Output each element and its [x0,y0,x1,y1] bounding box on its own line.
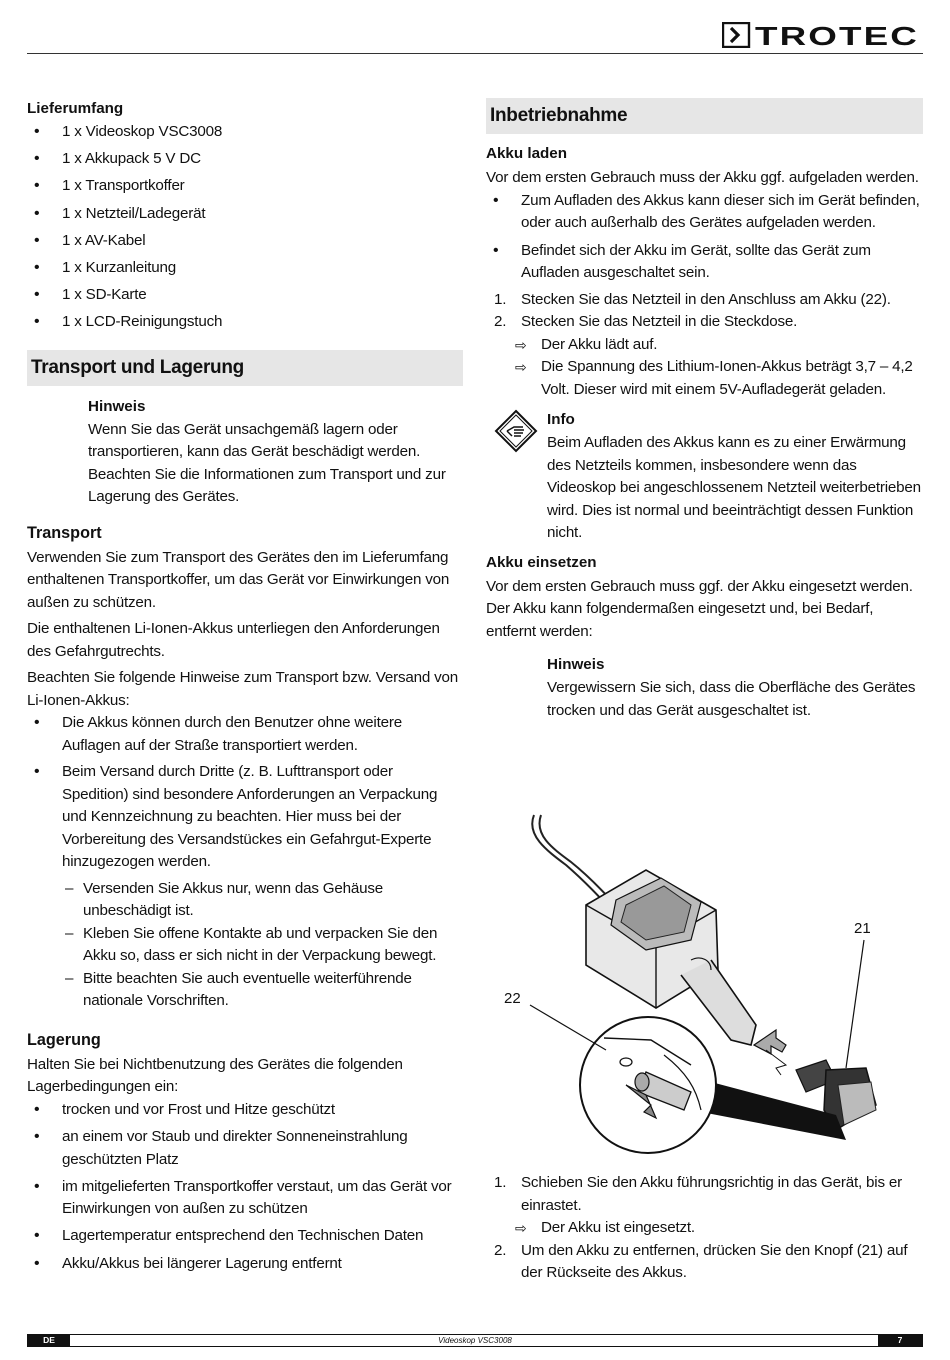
list-item: • an einem vor Staub und direkter Sonneneinstrahlung geschützten Platz [27,1126,463,1171]
info-title: Info [547,411,575,428]
info-box [486,409,923,545]
step-number: 2. [494,1241,507,1259]
dash-mark: – [65,969,74,987]
paragraph: Die enthaltenen Li-Ionen-Akkus unterliegen den Anforderungen des Gefahrgutrechts. [27,620,440,660]
list-item: • 1 x Videoskop VSC3008 [27,121,463,144]
section-commissioning: Inbetriebnahme [486,98,923,134]
result-item [486,334,923,357]
list-item: • 1 x Transportkoffer [27,175,463,198]
charge-heading: Akku laden [486,145,568,162]
footer-product: Videoskop VSC3008 [438,1336,512,1345]
paragraph: Beachten Sie folgende Hinweise zum Transport bzw. Versand von Li-Ionen-Akkus: [27,669,459,709]
hint-title: Hinweis [547,656,605,673]
left-column [27,98,463,1280]
callout-21: 21 [854,920,871,937]
scope-list [27,121,463,334]
insert-heading: Akku einsetzen [486,553,597,571]
charge-bullets [486,190,923,285]
hint-box [486,654,923,722]
header-rule [27,53,923,54]
dash-mark: – [65,924,74,942]
list-item: • trocken und vor Frost und Hitze geschützt [27,1099,463,1122]
result-text: Die Spannung des Lithium-Ionen-Akkus beträgt 3,7 – 4,2 Volt. Dieser wird mit einem 5V-Aufladegerät geladen. [541,358,913,398]
step-text: Stecken Sie das Netzteil in den Anschluss am Akku (22). [521,290,891,308]
list-item: • 1 x AV-Kabel [27,230,463,253]
paragraph: Vor dem ersten Gebrauch muss der Akku ggf. aufgeladen werden. [486,169,919,186]
step-number: 2. [494,313,507,330]
right-column [486,98,923,722]
battery-insertion-illustration [486,810,923,1160]
list-item: • 1 x Akkupack 5 V DC [27,148,463,171]
storage-heading: Lagerung [27,1030,101,1049]
footer-language: DE [28,1335,70,1346]
footer-page-number: 7 [878,1335,922,1346]
list-item [27,878,463,923]
section-transport-storage: Transport und Lagerung [27,350,463,386]
step-text: Um den Akku zu entfernen, drücken Sie den Knopf (21) auf der Rückseite des Akkus. [521,1241,908,1281]
list-item: • Befindet sich der Akku im Gerät, sollte das Gerät zum Aufladen ausgeschaltet sein. [486,240,923,285]
hint-box [27,396,463,509]
step-item [486,289,923,312]
transport-heading: Transport [27,523,102,542]
trotec-logo [722,22,922,48]
step-item [486,1172,923,1217]
list-item: • Die Akkus können durch den Benutzer ohne weitere Auflagen auf der Straße transportiert werden. [27,712,463,757]
list-item: • 1 x Kurzanleitung [27,257,463,280]
paragraph: Halten Sie bei Nichtbenutzung des Gerätes die folgenden Lagerbedingungen ein: [27,1055,403,1096]
result-arrow-icon: ⇨ [515,1220,527,1236]
hint-text: Wenn Sie das Gerät unsachgemäß lagern oder transportieren, kann das Gerät beschädigt werden. Beachten Sie die Informationen zum Transport und zur Lagerung des Gerätes. [88,420,446,506]
brand-wordmark: TROTEC [755,22,919,48]
paragraph: Verwenden Sie zum Transport des Gerätes den im Lieferumfang enthaltenen Transportkoffer, um das Gerät vor Einwirkungen von außen zu schützen. [27,548,450,611]
list-item: • 1 x LCD-Reinigungstuch [27,311,463,334]
transport-dash-list [27,878,463,1013]
hint-text: Vergewissern Sie sich, dass die Oberfläche des Gerätes trocken und das Gerät ausgeschaltet ist. [547,679,916,719]
charge-steps [486,289,923,334]
result-arrow-icon: ⇨ [515,359,527,375]
storage-bullets [27,1099,463,1275]
callout-22: 22 [504,990,521,1007]
result-item [486,356,923,401]
list-item: • 1 x Netzteil/Ladegerät [27,203,463,226]
scope-heading: Lieferumfang [27,100,124,117]
list-item: • Zum Aufladen des Akkus kann dieser sich im Gerät befinden, oder auch außerhalb des Gerätes aufgeladen werden. [486,190,923,235]
page-footer [27,1334,923,1347]
step-text: Stecken Sie das Netzteil in die Steckdose. [521,313,798,330]
step-item [486,1240,923,1285]
result-text: Der Akku lädt auf. [541,335,658,353]
result-text: Der Akku ist eingesetzt. [541,1219,695,1236]
step-number: 1. [494,1174,507,1191]
info-hand-icon [494,409,538,453]
dash-text: Kleben Sie offene Kontakte ab und verpacken Sie den Akku so, dass er sich nicht in der Verpackung bewegt. [83,924,438,965]
step-item [486,311,923,334]
list-item: • 1 x SD-Karte [27,284,463,307]
hint-title: Hinweis [88,397,146,415]
result-item [486,1217,923,1240]
list-item: • Beim Versand durch Dritte (z. B. Lufttransport oder Spedition) sind besondere Anforderungen an Verpackung und Kennzeichnung zu beachten. Hier muss bei der Vorbereitung des Versandstückes ein Gefahrgut-Experte hinzugezogen werden. [27,761,463,874]
paragraph: Vor dem ersten Gebrauch muss ggf. der Akku eingesetzt werden. Der Akku kann folgendermaßen eingesetzt und, bei Bedarf, entfernt werden: [486,577,913,640]
insert-steps [486,1240,923,1285]
list-item [27,923,463,968]
dash-mark: – [65,879,74,897]
dash-text: Versenden Sie Akkus nur, wenn das Gehäuse unbeschädigt ist. [83,879,383,920]
insert-steps [486,1172,923,1217]
result-arrow-icon: ⇨ [515,336,527,353]
list-item [27,968,463,1013]
list-item: • Akku/Akkus bei längerer Lagerung entfernt [27,1253,463,1276]
dash-text: Bitte beachten Sie auch eventuelle weiterführende nationale Vorschriften. [83,969,412,1010]
list-item: • im mitgelieferten Transportkoffer verstaut, um das Gerät vor Einwirkungen von außen zu schützen [27,1176,463,1221]
insert-steps-block [486,1172,923,1285]
step-text: Schieben Sie den Akku führungsrichtig in das Gerät, bis er einrastet. [521,1174,902,1214]
step-number: 1. [494,290,507,308]
info-text: Beim Aufladen des Akkus kann es zu einer Erwärmung des Netzteils kommen, insbesondere wenn das Videoskop bei angeschlossenem Netzteil weiterbetrieben wird. Dies ist normal und beeinträchtigt dessen Funktion nicht. [547,434,921,541]
list-item: • Lagertemperatur entsprechend den Technischen Daten [27,1225,463,1248]
transport-bullets [27,712,463,874]
